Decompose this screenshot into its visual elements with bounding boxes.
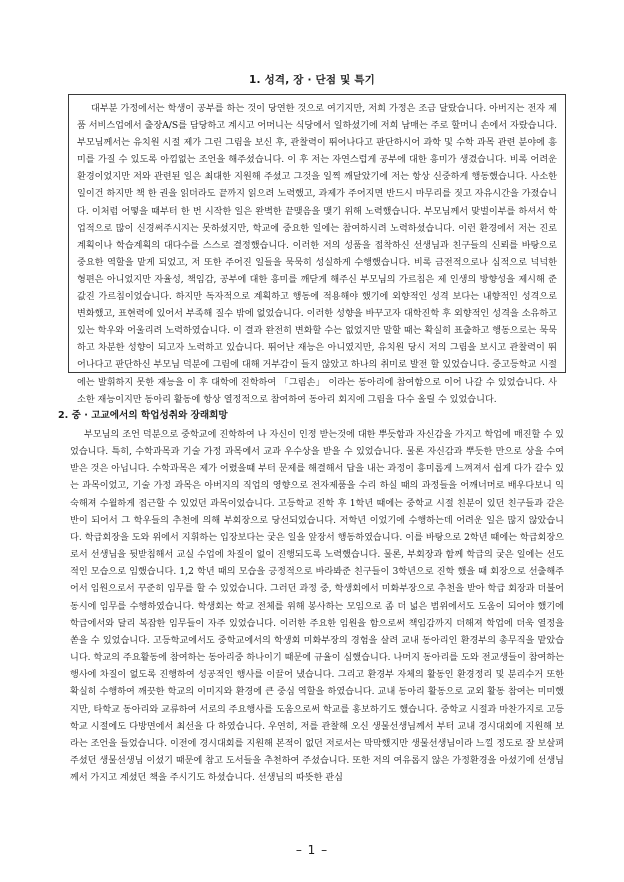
section-1-title: 1. 성격, 장 · 단점 및 특기 xyxy=(249,74,375,86)
page-number: – 1 – xyxy=(295,843,329,857)
section-2-title: 2. 중 · 고교에서의 학업성취와 장래희망 xyxy=(58,410,228,421)
section-1-body: 대부분 가정에서는 학생이 공부를 하는 것이 당연한 것으로 여기지만, 저희 가정은 조금 달랐습니다. 아버지는 전자 제품 서비스업에서 출장A/S를 담당하고 계시고 어머니는 식당에서 일하셨기에 저희 남매는 주로 할머니 손에서 자랐습니다. 부모님께서는 유치원 시절 제가 그린 그림을 보신 후, 관찰력이 뛰어나다고 판단하시어 과학 및 수학 과목 관련 분야에 흥미를 가질 수 있도록 아낌없는 조언을 해주셨습니다. 이 후 저는 자연스럽게 공부에 대한 흥미가 생겼습니다. 비록 어려운 환경이었지만 저와 관련된 일은 최대한 지원해 주셨고 그것을 일찍 깨달았기에 저는 항상 신중하게 행동했습니다. 사소한 일이건 하지만 책 한 권을 읽더라도 끝까지 읽으려 노력했고, 과제가 주어지면 반드시 마무리를 짓고 자유시간을 가졌습니다. 이처럼 어떻을 때부터 한 번 시작한 일은 완벽한 끝맺음을 맺기 위해 노력했습니다. 부모님께서 맞벌이부를 하셔서 학업적으로 많이 신경써주시지는 못하셨지만, 학교에 중요한 일에는 참여하시려 노력하셨습니다. 이런 환경에서 저는 진로 계획이나 학습계획의 대다수를 스스로 결정했습니다. 이러한 저의 성품을 접착하신 선생님과 친구들의 신뢰를 바탕으로 중요한 역할을 맡게 되었고, 저 또한 주어진 일들을 묵묵히 성실하게 수행했습니다. 비록 금전적으로나 심적으로 넉넉한 형편은 아니었지만 자율성, 책임감, 공부에 대한 흥미를 깨닫게 해주신 부모님의 가르침은 제 인생의 방향성을 제시해 준 값진 가르침이었습니다. 하지만 독자적으로 계획하고 행동에 적용해야 했기에 외향적인 성격 보다는 내향적인 성격으로 변화했고, 표현력에 있어서 부족해 질수 밖에 없었습니다. 이러한 성향을 바꾸고자 대학진학 후 외향적인 성격을 소유하고 있는 학우와 어울리려 노력하였습니다. 이 결과 완전히 변화할 수는 없었지만 말할 때는 확실히 표출하고 행동으로는 묵묵하고 차분한 성향이 되고자 노력하고 있습니다. 뛰어난 재능은 아니였지만, 유치원 당시 저의 그림을 보시고 관찰력이 뛰어나다고 판단하신 부모님 덕분에 그림에 대해 거부감이 들지 않았고 하나의 취미로 발전 할 있었습니다. 중고등학교 시절에는 발휘하지 못한 재능을 이 후 대학에 진학하여 「그림손」 이라는 동아리에 참여함으로 이어 나갈 수 있었습니다. 사소한 재능이지만 동아리 활동에 항상 열정적으로 참여하여 동아리 회지에 그림을 다수 올릴 수 있었습니다. xyxy=(77,104,557,405)
section-2-content xyxy=(70,427,564,787)
section-2-body: 부모님의 조언 덕분으로 중학교에 진학하여 나 자신이 인정 받는것에 대한 뿌듯함과 자신감을 가지고 학업에 매진할 수 있었습니다. 특히, 수학과목과 기술 가정 과목에서 교과 우수상을 받을 수 있었습니다. 물론 자신감과 뿌듯한 만으로 상을 수여받은 것은 아닙니다. 수학과목은 제가 어렸을때 부터 문제를 해결해서 답을 내는 과정이 흥미롭게 느껴져서 쉽게 다가 갈수 있는 과목이었고, 기술 가정 과목은 아버지의 직업의 영향으로 전자제품을 수리 하실 때의 과정들을 어깨너머로 배우다보니 익숙해져 수월하게 접근할 수 있었던 과목이었습니다. 고등학교 진학 후 1학년 때에는 중학교 시절 친분이 있던 친구들과 같은 반이 되어서 그 학우들의 추천에 의해 부회장으로 당선되었습니다. 저학년 이었기에 수행하는데 어려운 일은 많지 않았습니다. 학급회장을 도와 위에서 지휘하는 입장보다는 궂은 일을 앞장서 행동하였습니다. 이를 바탕으로 2학년 때에는 학급회장으로서 선생님을 뒷받침해서 교실 수업에 차질이 없이 진행되도록 노력했습니다. 물론, 부회장과 함께 학급의 궂은 일에는 선도적인 모습으로 임했습니다. 1,2 학년 때의 모습을 긍정적으로 바라봐준 친구들이 3학년으로 진학 했을 때 회장으로 선출해주어서 임원으로서 꾸준히 임무를 할 수 있었습니다. 그러던 과정 중, 학생회에서 미화부장으로 추천을 받아 학급 회장과 더불어 동시에 임무를 수행하였습니다. 학생회는 학교 전체를 위해 봉사하는 모임으로 좀 더 넓은 범위에서도 도움이 되어야 했기에 학급에서와 달리 복잡한 임무들이 자주 있었습니다. 이러한 주요한 임원을 함으로써 책임감까지 더해져 학업에 더욱 열정을 쏟을 수 있었습니다. 고등학교에서도 중학교에서의 학생회 미화부장의 경험을 살려 교내 동아리인 환경부의 총무직을 맡았습니다. 학교의 주요활동에 참여하는 동아리중 하나이기 때문에 규율이 심했습니다. 나머지 동아리를 도와 전교생들이 참여하는 행사에 차질이 없도록 진행하여 성공적인 행사를 이끌어 냈습니다. 그리고 환경부 자체의 활동인 환경정리 및 분리수거 또한 확실히 수행하여 깨끗한 학교의 이미지와 환경에 큰 중심 역할을 하였습니다. 교내 동아리 활동으로 교외 활동 참여는 미미했지만, 타학교 동아리와 교류하여 서로의 주요행사를 도움으로써 학교를 홍보하기도 했습니다. 중학교 시절과 마찬가지로 고등학교 시절에도 다방면에서 최선을 다 하였습니다. 우연히, 저를 관찰해 오신 생물선생님께서 부터 교내 경시대회에 지원해 보라는 조언을 들었습니다. 이전에 경시대회를 지원해 본적이 없던 저로서는 막막했지만 생물선생님이라 느낄 정도로 잘 보살펴 주셨던 생물선생님 이셨기 때문에 참고 도서들을 추천하여 주셨습니다. 또한 저의 여유롭지 않은 가정환경을 아셨기에 선생님께서 가지고 계셨던 책을 주시기도 하셨습니다. 선생님의 따뜻한 관심 xyxy=(70,430,564,784)
section-1-box xyxy=(68,94,566,405)
